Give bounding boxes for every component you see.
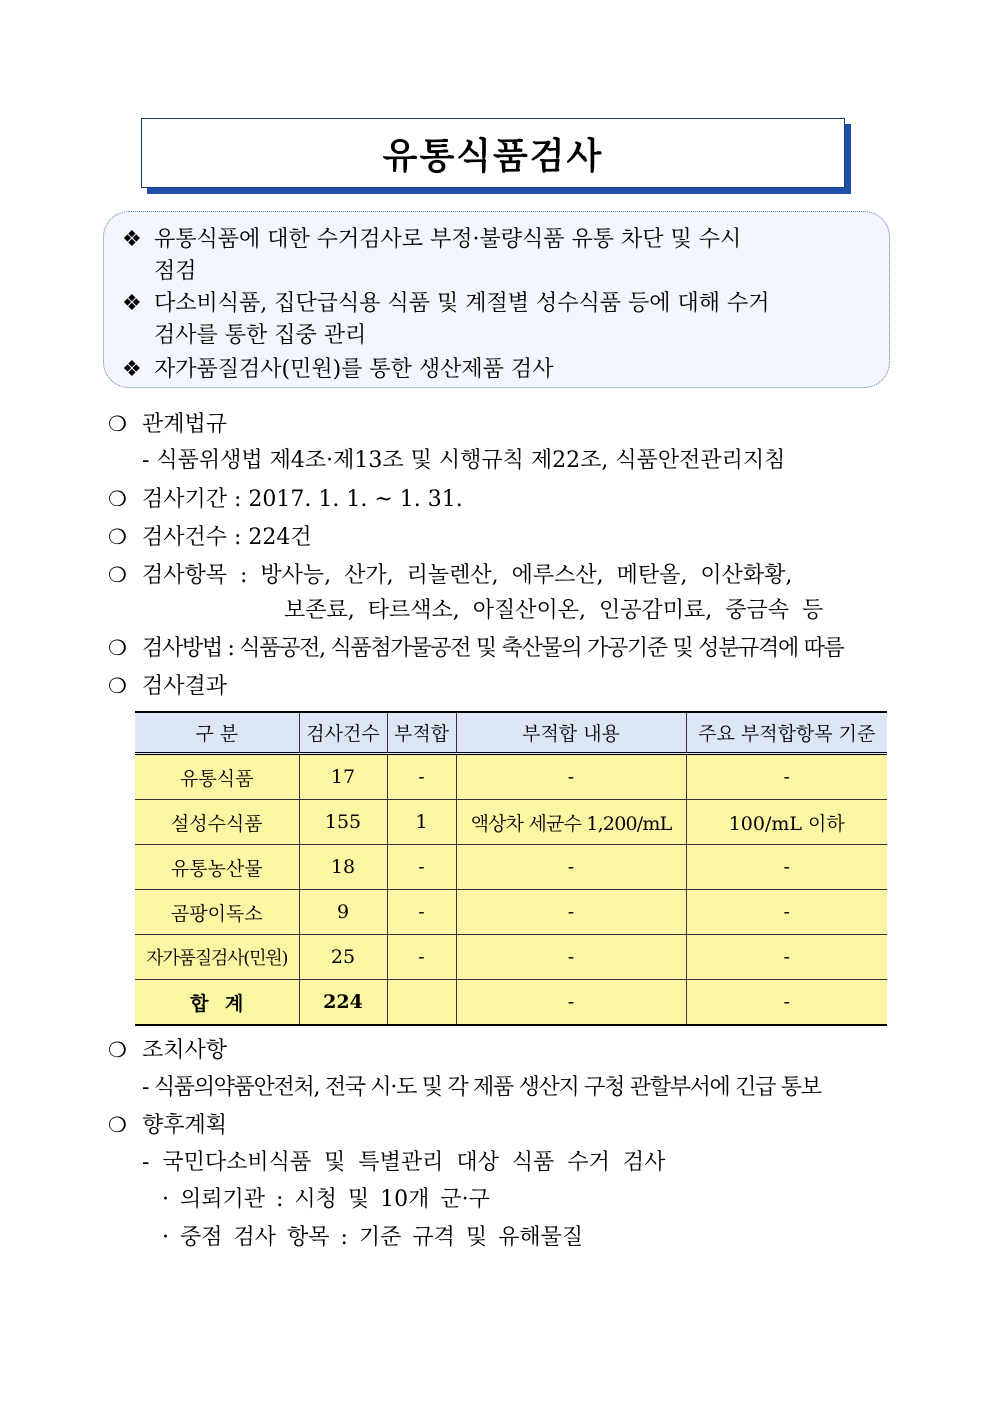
method-text: 검사방법 : 식품공전, 식품첨가물공전 및 축산물의 가공기준 및 성분규격에 따름 xyxy=(142,636,844,661)
law-label: 관계법규 xyxy=(142,412,228,437)
summary-item xyxy=(122,224,867,284)
cell-fail-content: - xyxy=(456,845,686,890)
circle-bullet-icon: ❍ xyxy=(108,1038,127,1062)
circle-bullet-icon: ❍ xyxy=(108,525,127,549)
cell-fail: - xyxy=(387,845,456,890)
summary-text-cont: 점검 xyxy=(154,259,197,284)
method-line xyxy=(108,633,844,664)
cell-category: 자가품질검사(민원) xyxy=(135,935,299,980)
cell-count: 18 xyxy=(299,845,387,890)
cell-fail-content: 액상차 세균수 1,200/mL xyxy=(456,800,686,845)
circle-bullet-icon: ❍ xyxy=(108,674,127,698)
cell-fail: - xyxy=(387,890,456,935)
table-row xyxy=(135,800,887,845)
total-standard: - xyxy=(686,980,887,1026)
action-label: 조치사항 xyxy=(142,1038,228,1063)
cell-standard: 100/mL 이하 xyxy=(686,800,887,845)
period-text: 검사기간 : 2017. 1. 1. ~ 1. 31. xyxy=(142,487,463,512)
cell-count: 155 xyxy=(299,800,387,845)
header-fail-content: 부적합 내용 xyxy=(456,712,686,754)
cell-category: 유통농산물 xyxy=(135,845,299,890)
cell-fail: 1 xyxy=(387,800,456,845)
cell-fail: - xyxy=(387,935,456,980)
action-detail: - 식품의약품안전처, 전국 시·도 및 각 제품 생산지 구청 관할부서에 긴급 통보 xyxy=(142,1075,821,1100)
circle-bullet-icon: ❍ xyxy=(108,563,127,587)
cell-fail-content: - xyxy=(456,935,686,980)
title-box xyxy=(141,118,845,188)
plan-sub-agency: · 의뢰기관 : 시청 및 10개 군·구 xyxy=(162,1187,490,1212)
table-row xyxy=(135,754,887,800)
items-text: 검사항목 : 방사능, 산가, 리놀렌산, 에루스산, 메탄올, 이산화황, xyxy=(142,563,793,588)
cell-count: 9 xyxy=(299,890,387,935)
diamond-icon: ❖ xyxy=(122,227,142,252)
cell-standard: - xyxy=(686,935,887,980)
table-row xyxy=(135,845,887,890)
total-fail-content: - xyxy=(456,980,686,1026)
header-standard: 주요 부적합항목 기준 xyxy=(686,712,887,754)
table-header-row xyxy=(135,712,887,754)
cell-count: 17 xyxy=(299,754,387,800)
summary-text: 다소비식품, 집단급식용 식품 및 계절별 성수식품 등에 대해 수거 xyxy=(154,291,770,316)
table-total-row xyxy=(135,980,887,1026)
items-line2: 보존료, 타르색소, 아질산이온, 인공감미료, 중금속 등 xyxy=(284,598,824,623)
summary-item xyxy=(122,354,867,386)
summary-text: 유통식품에 대한 수거검사로 부정·불량식품 유통 차단 및 수시 xyxy=(154,227,742,252)
cell-category: 곰팡이독소 xyxy=(135,890,299,935)
plan-sub-items: · 중점 검사 항목 : 기준 규격 및 유해물질 xyxy=(162,1225,584,1250)
law-detail: - 식품위생법 제4조·제13조 및 시행규칙 제22조, 식품안전관리지침 xyxy=(142,448,786,473)
cell-standard: - xyxy=(686,845,887,890)
result-heading xyxy=(108,671,227,702)
cell-fail-content: - xyxy=(456,890,686,935)
plan-label: 향후계획 xyxy=(142,1113,228,1138)
count-text: 검사건수 : 224건 xyxy=(142,525,312,550)
summary-box xyxy=(103,211,890,388)
plan-heading xyxy=(108,1110,227,1141)
items-line xyxy=(108,560,792,591)
plan-detail: - 국민다소비식품 및 특별관리 대상 식품 수거 검사 xyxy=(142,1150,666,1175)
circle-bullet-icon: ❍ xyxy=(108,636,126,660)
cell-count: 25 xyxy=(299,935,387,980)
law-heading xyxy=(108,409,227,440)
cell-standard: - xyxy=(686,890,887,935)
period-line xyxy=(108,484,463,515)
count-line xyxy=(108,522,312,553)
page-title: 유통식품검사 xyxy=(382,135,604,177)
summary-text: 자가품질검사(민원)를 통한 생산제품 검사 xyxy=(154,357,554,382)
header-count: 검사건수 xyxy=(299,712,387,754)
result-table xyxy=(135,711,887,1026)
cell-fail: - xyxy=(387,754,456,800)
cell-standard: - xyxy=(686,754,887,800)
total-label: 합 계 xyxy=(135,980,299,1026)
circle-bullet-icon: ❍ xyxy=(108,412,127,436)
diamond-icon: ❖ xyxy=(122,291,142,316)
cell-fail-content: - xyxy=(456,754,686,800)
table-row xyxy=(135,890,887,935)
circle-bullet-icon: ❍ xyxy=(108,487,127,511)
total-fail xyxy=(387,980,456,1026)
cell-category: 설성수식품 xyxy=(135,800,299,845)
header-fail: 부적합 xyxy=(387,712,456,754)
action-heading xyxy=(108,1035,227,1066)
diamond-icon: ❖ xyxy=(122,357,142,382)
table-row xyxy=(135,935,887,980)
cell-category: 유통식품 xyxy=(135,754,299,800)
total-count: 224 xyxy=(299,980,387,1026)
result-label: 검사결과 xyxy=(142,674,228,699)
summary-text-cont: 검사를 통한 집중 관리 xyxy=(154,323,367,348)
circle-bullet-icon: ❍ xyxy=(108,1113,127,1137)
summary-item xyxy=(122,288,867,348)
header-category: 구 분 xyxy=(135,712,299,754)
